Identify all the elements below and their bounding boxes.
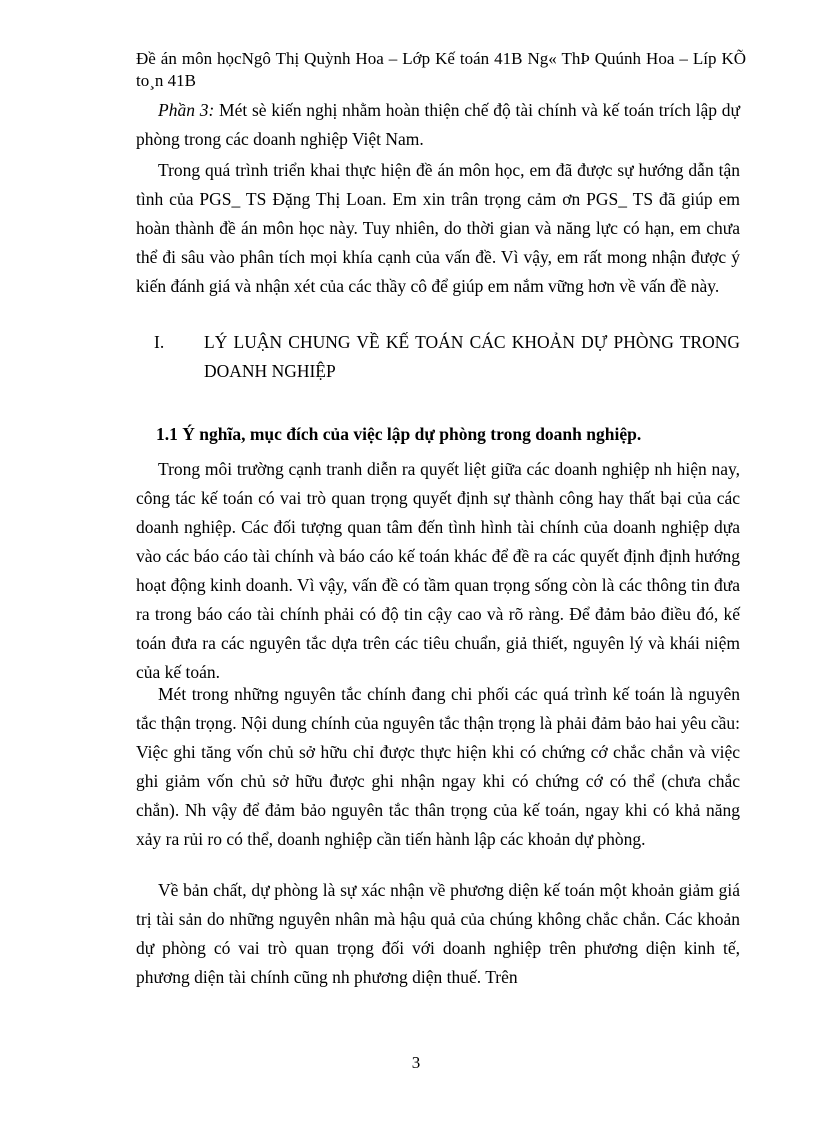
body-paragraph bbox=[136, 876, 740, 992]
section-title: LÝ LUẬN CHUNG VỀ KẾ TOÁN CÁC KHOẢN DỰ PHÒNG TRONG DOANH NGHIỆP bbox=[204, 332, 740, 381]
body-paragraph-text: Mét trong những nguyên tắc chính đang chi phối các quá trình kế toán là nguyên tắc thận trọng. Nội dung chính của nguyên tắc thận trọng là phải đảm bảo hai yêu cầu: Việc ghi tăng vốn chủ sở hữu chỉ được thực hiện khi có chứng cớ chắc chắn và việc ghi giảm vốn chủ sở hữu được ghi nhận ngay khi có chứng cớ có thể (chưa chắc chắn). Nh vậy để đảm bảo nguyên tắc thân trọng của kế toán, ngay khi có khả năng xảy ra rủi ro có thể, doanh nghiệp cần tiến hành lập các khoản dự phòng. bbox=[136, 684, 740, 849]
section-number: I. bbox=[154, 332, 165, 352]
page-number: 3 bbox=[411, 1053, 421, 1072]
intro-paragraph bbox=[136, 156, 740, 301]
body-paragraph bbox=[136, 455, 740, 687]
intro-paragraph-text: Trong quá trình triển khai thực hiện đề án môn học, em đã được sự hướng dẫn tận tình của PGS_ TS Đặng Thị Loan. Em xin trân trọng cảm ơn PGS_ TS đã giúp em hoàn thành đề án môn học này. Tuy nhiên, do thời gian và năng lực có hạn, em chưa thể đi sâu vào phân tích mọi khía cạnh của vấn đề. Vì vậy, em rất mong nhận được ý kiến đánh giá và nhận xét của các thầy cô để giúp em nắm vững hơn về vấn đề này. bbox=[136, 160, 740, 296]
body-paragraph-text: Trong môi trường cạnh tranh diễn ra quyết liệt giữa các doanh nghiệp nh hiện nay, công tác kế toán có vai trò quan trọng quyết định sự thành công hay thất bại của các doanh nghiệp. Các đối tượng quan tâm đến tình hình tài chính của doanh nghiệp dựa vào các báo cáo tài chính và báo cáo kế toán khác để đề ra các quyết định định hướng hoạt động kinh doanh. Vì vậy, vấn đề có tầm quan trọng sống còn là các thông tin đưa ra trong báo cáo tài chính phải có độ tin cậy cao và rõ ràng. Để đảm bảo điều đó, kế toán đưa ra các nguyên tắc dựa trên các tiêu chuẩn, giả thiết, nguyên lý và khái niệm của kế toán. bbox=[136, 459, 740, 682]
body-paragraph-text: Về bản chất, dự phòng là sự xác nhận về phương diện kế toán một khoản giảm giá trị tài sản do những nguyên nhân mà hậu quả của chúng không chắc chắn. Các khoản dự phòng có vai trò quan trọng đối với doanh nghiệp trên phương diện kinh tế, phương diện tài chính cũng nh phương diện thuế. Trên bbox=[136, 880, 740, 987]
part-3-text: Mét sè kiến nghị nhằm hoàn thiện chế độ tài chính và kế toán trích lập dự phòng trong các doanh nghiệp Việt Nam. bbox=[136, 100, 741, 149]
page-header: Đề án môn họcNgô Thị Quỳnh Hoa – Lớp Kế toán 41B Ng« ThÞ Quúnh Hoa – Líp KÕ to¸n 41B bbox=[136, 49, 746, 90]
part-3-label: Phần 3: bbox=[158, 100, 215, 120]
part-3-paragraph bbox=[136, 96, 740, 154]
body-paragraph bbox=[136, 680, 740, 854]
subsection-heading: 1.1 Ý nghĩa, mục đích của việc lập dự phòng trong doanh nghiệp. bbox=[156, 424, 642, 444]
